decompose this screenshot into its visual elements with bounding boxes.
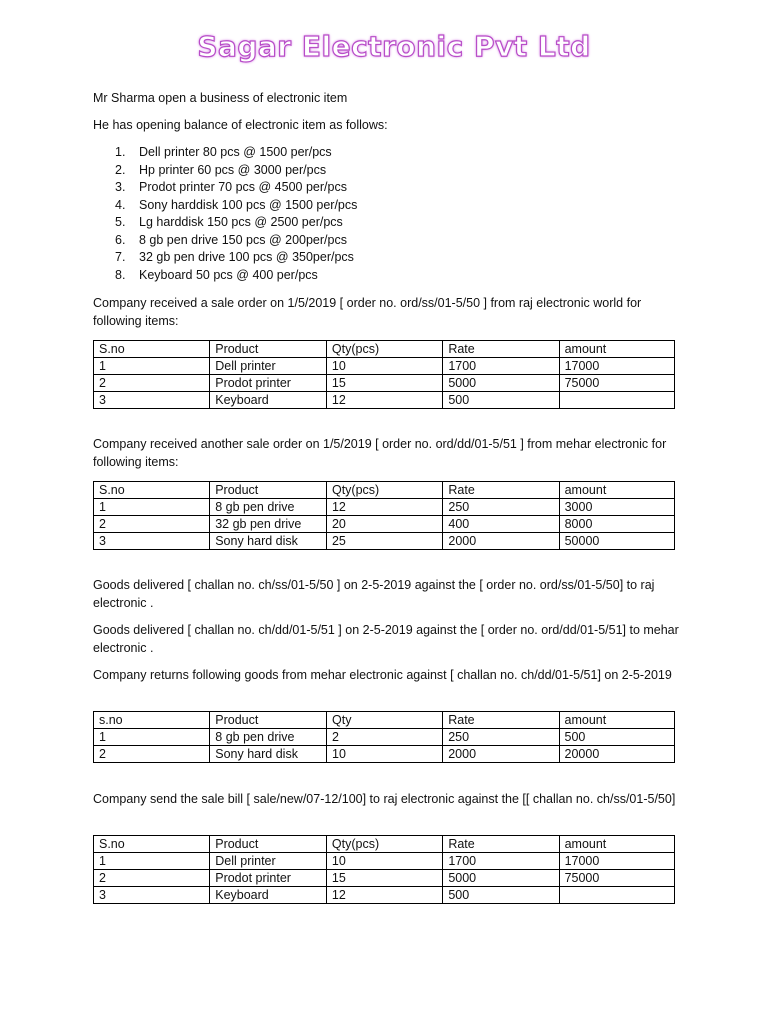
list-item-number: 7. [115, 250, 126, 264]
table-cell: Dell printer [210, 358, 327, 375]
table-cell: 1 [94, 358, 210, 375]
table-header-cell: S.no [94, 482, 210, 499]
table-cell: 500 [443, 392, 559, 409]
table-cell: 5000 [443, 375, 559, 392]
list-item-text: Keyboard 50 pcs @ 400 per/pcs [139, 267, 318, 282]
table-row [94, 499, 675, 516]
table-cell: 3 [94, 887, 210, 904]
table-row [94, 358, 675, 375]
table-cell: Sony hard disk [210, 746, 327, 763]
table-cell: 12 [326, 887, 442, 904]
table-cell: 20 [326, 516, 442, 533]
table-row [94, 870, 675, 887]
list-item-number: 3. [115, 180, 126, 194]
table-header-cell: Rate [443, 341, 559, 358]
intro-line-1: Mr Sharma open a business of electronic item [93, 91, 348, 105]
list-item-text: Sony harddisk 100 pcs @ 1500 per/pcs [139, 197, 358, 212]
table-cell: 2 [94, 375, 210, 392]
table-header-row [94, 836, 675, 853]
table-cell: Prodot printer [210, 870, 327, 887]
table-header-cell: amount [559, 482, 674, 499]
list-item-number: 4. [115, 197, 126, 212]
table-cell: 400 [443, 516, 559, 533]
table-cell: 500 [559, 729, 674, 746]
table-header-cell: Qty(pcs) [326, 482, 442, 499]
list-item-text: Prodot printer 70 pcs @ 4500 per/pcs [139, 180, 347, 194]
delivery2-paragraph: Goods delivered [ challan no. ch/dd/01-5/51 ] on 2-5-2019 against the [ order no. ord/dd/01-5/51] to mehar electronic . [93, 623, 679, 655]
table-cell: 8 gb pen drive [210, 499, 327, 516]
table-cell: 5000 [443, 870, 559, 887]
table-cell: 10 [326, 853, 442, 870]
order2-paragraph: Company received another sale order on 1/5/2019 [ order no. ord/dd/01-5/51 ] from mehar electronic for following items: [93, 437, 667, 469]
table-header-cell: Rate [443, 712, 559, 729]
table-cell: 20000 [559, 746, 674, 763]
table-cell: 1700 [443, 853, 559, 870]
list-item-text: Dell printer 80 pcs @ 1500 per/pcs [139, 145, 332, 159]
table-row [94, 746, 675, 763]
list-item-number: 1. [115, 145, 126, 159]
table-cell: 250 [443, 499, 559, 516]
list-item-text: Lg harddisk 150 pcs @ 2500 per/pcs [139, 215, 343, 229]
list-item-number: 2. [115, 162, 126, 177]
table-header-cell: Qty(pcs) [326, 836, 442, 853]
table-cell: 8000 [559, 516, 674, 533]
table-cell: Keyboard [210, 392, 327, 409]
table-cell: 2 [94, 870, 210, 887]
table-cell: 500 [443, 887, 559, 904]
list-item-text: Hp printer 60 pcs @ 3000 per/pcs [139, 162, 327, 177]
table-cell: Sony hard disk [210, 533, 327, 550]
table-cell: Dell printer [210, 853, 327, 870]
page-title: Sagar Electronic Pvt Ltd [197, 30, 591, 63]
table-header-cell: amount [559, 341, 674, 358]
table-header-cell: Product [210, 836, 327, 853]
table-header-cell: Product [210, 712, 327, 729]
table-cell: 10 [327, 746, 443, 763]
table-row [94, 887, 675, 904]
table-cell: 10 [326, 358, 442, 375]
intro-line-2: He has opening balance of electronic item as follows: [93, 118, 388, 132]
table-cell: 2 [94, 516, 210, 533]
table-cell: 17000 [559, 853, 674, 870]
table-cell: 25 [326, 533, 442, 550]
table-cell: Prodot printer [210, 375, 327, 392]
table-header-cell: S.no [94, 341, 210, 358]
table-cell: 1 [94, 499, 210, 516]
order2-table [93, 481, 675, 550]
table-cell: 1 [94, 729, 210, 746]
table-header-row [94, 341, 675, 358]
returns-table [93, 711, 675, 763]
table-header-cell: Rate [443, 836, 559, 853]
table-header-cell: s.no [94, 712, 210, 729]
table-cell: 250 [443, 729, 559, 746]
table-cell: 3000 [559, 499, 674, 516]
table-cell: 2 [327, 729, 443, 746]
table-cell: 75000 [559, 870, 674, 887]
table-cell: 2000 [443, 746, 559, 763]
returns-paragraph: Company returns following goods from mehar electronic against [ challan no. ch/dd/01-5/51] on 2-5-2019 [93, 668, 672, 682]
table-cell: 3 [94, 392, 210, 409]
table-cell: 15 [326, 870, 442, 887]
table-header-cell: Product [210, 482, 327, 499]
bill-table [93, 835, 675, 904]
table-row [94, 729, 675, 746]
table-row [94, 516, 675, 533]
list-item-number: 8. [115, 267, 126, 282]
list-item-number: 6. [115, 232, 126, 247]
order1-paragraph: Company received a sale order on 1/5/2019 [ order no. ord/ss/01-5/50 ] from raj electronic world for following items: [93, 296, 642, 328]
table-cell: Keyboard [210, 887, 327, 904]
table-cell: 50000 [559, 533, 674, 550]
table-cell: 2 [94, 746, 210, 763]
table-header-cell: Qty(pcs) [326, 341, 442, 358]
list-item-text: 32 gb pen drive 100 pcs @ 350per/pcs [139, 250, 354, 264]
table-row [94, 375, 675, 392]
table-cell: 17000 [559, 358, 674, 375]
table-header-cell: amount [559, 712, 674, 729]
table-header-row [94, 712, 675, 729]
table-header-row [94, 482, 675, 499]
table-cell: 1700 [443, 358, 559, 375]
list-item-text: 8 gb pen drive 150 pcs @ 200per/pcs [139, 232, 347, 247]
bill-paragraph: Company send the sale bill [ sale/new/07-12/100] to raj electronic against the [[ challan no. ch/ss/01-5/50] [93, 792, 676, 806]
table-header-cell: S.no [94, 836, 210, 853]
table-row [94, 853, 675, 870]
table-cell [559, 887, 674, 904]
table-cell: 2000 [443, 533, 559, 550]
table-row [94, 533, 675, 550]
table-cell: 1 [94, 853, 210, 870]
table-cell: 75000 [559, 375, 674, 392]
table-header-cell: amount [559, 836, 674, 853]
table-header-cell: Qty [327, 712, 443, 729]
table-cell: 8 gb pen drive [210, 729, 327, 746]
table-cell: 12 [326, 392, 442, 409]
table-header-cell: Product [210, 341, 327, 358]
table-row [94, 392, 675, 409]
table-header-cell: Rate [443, 482, 559, 499]
table-cell: 32 gb pen drive [210, 516, 327, 533]
delivery1-paragraph: Goods delivered [ challan no. ch/ss/01-5/50 ] on 2-5-2019 against the [ order no. ord/ss/01-5/50] to raj electronic . [93, 578, 655, 610]
list-item-number: 5. [115, 215, 126, 229]
table-cell [559, 392, 674, 409]
order1-table [93, 340, 675, 409]
table-cell: 15 [326, 375, 442, 392]
table-cell: 3 [94, 533, 210, 550]
table-cell: 12 [326, 499, 442, 516]
